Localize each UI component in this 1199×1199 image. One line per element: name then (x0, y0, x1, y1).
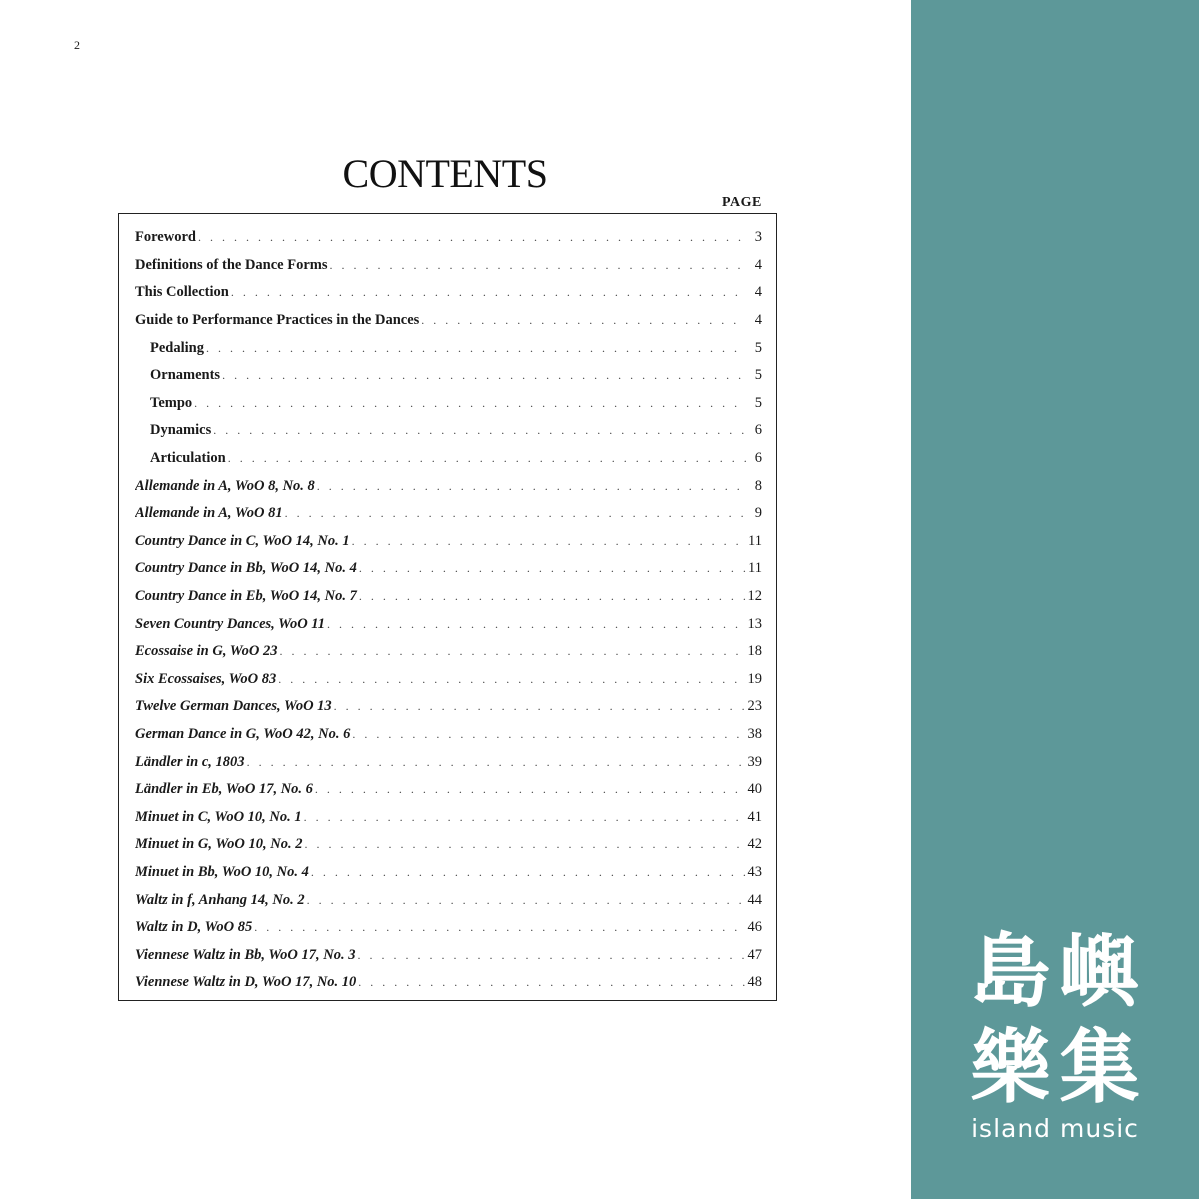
toc-entry-title: Definitions of the Dance Forms (135, 256, 328, 273)
toc-entry-page: 48 (747, 974, 762, 991)
toc-leader-dots (327, 617, 746, 632)
toc-entry-page: 3 (754, 229, 762, 246)
toc-entry (135, 224, 762, 252)
toc-entry (135, 941, 762, 969)
toc-leader-dots (330, 258, 746, 273)
toc-entry (135, 914, 762, 942)
toc-entry-title: Viennese Waltz in Bb, WoO 17, No. 3 (135, 946, 356, 963)
toc-entry-title: Tempo (150, 394, 193, 411)
toc-entry-title: Minuet in C, WoO 10, No. 1 (135, 808, 302, 825)
toc-entry-title: Country Dance in C, WoO 14, No. 1 (135, 532, 350, 549)
toc-entry-page: 19 (747, 670, 762, 687)
toc-leader-dots (278, 672, 745, 687)
toc-entry-title: Minuet in G, WoO 10, No. 2 (135, 836, 303, 853)
logo-char: 嶼 (1059, 925, 1140, 1018)
toc-leader-dots (358, 975, 745, 990)
toc-entry (135, 390, 762, 418)
toc-entry-title: Allemande in A, WoO 8, No. 8 (135, 477, 315, 494)
toc-entry-title: Ornaments (150, 367, 221, 384)
toc-entry-page: 5 (754, 367, 762, 384)
toc-leader-dots (358, 948, 746, 963)
toc-entry-page: 6 (754, 422, 762, 439)
toc-entry (135, 831, 762, 859)
toc-entry (135, 666, 762, 694)
logo-text: island music (971, 1114, 1139, 1143)
toc-entry-title: Ländler in Eb, WoO 17, No. 6 (135, 781, 313, 798)
toc-box (118, 213, 777, 1001)
toc-entry-page: 8 (754, 477, 762, 494)
toc-entry (135, 886, 762, 914)
toc-entry (135, 693, 762, 721)
toc-entry (135, 307, 762, 335)
toc-leader-dots (359, 561, 746, 576)
toc-entry-title: Country Dance in Eb, WoO 14, No. 7 (135, 588, 357, 605)
toc-entry-page: 4 (754, 256, 762, 273)
toc-entry-page: 47 (747, 946, 762, 963)
toc-entry (135, 362, 762, 390)
toc-leader-dots (198, 230, 746, 245)
toc-entry-title: Ecossaise in G, WoO 23 (135, 643, 278, 660)
toc-entry-page: 6 (754, 450, 762, 467)
toc-leader-dots (194, 396, 746, 411)
toc-entry-page: 13 (747, 615, 762, 632)
toc-entry-page: 40 (747, 781, 762, 798)
brand-logo (966, 925, 1144, 1143)
logo-char: 集 (1059, 1021, 1140, 1114)
toc-entry-title: Country Dance in Bb, WoO 14, No. 4 (135, 560, 357, 577)
toc-entry-page: 5 (754, 394, 762, 411)
toc-entry-title: Waltz in D, WoO 85 (135, 919, 253, 936)
toc-entry (135, 638, 762, 666)
toc-leader-dots (317, 479, 746, 494)
toc-entry (135, 803, 762, 831)
toc-leader-dots (279, 644, 745, 659)
logo-char: 樂 (970, 1021, 1051, 1114)
toc-entry (135, 417, 762, 445)
toc-entry (135, 721, 762, 749)
toc-entry (135, 528, 762, 556)
toc-leader-dots (352, 534, 746, 549)
toc-entry (135, 252, 762, 280)
page-number: 2 (74, 38, 80, 52)
toc-entry-page: 4 (754, 284, 762, 301)
toc-entry-title: German Dance in G, WoO 42, No. 6 (135, 725, 351, 742)
toc-entry-page: 11 (748, 560, 762, 577)
toc-entry-page: 4 (754, 312, 762, 329)
toc-entry-page: 5 (754, 339, 762, 356)
toc-entry-title: Foreword (135, 229, 196, 246)
toc-leader-dots (222, 368, 746, 383)
toc-entry (135, 610, 762, 638)
toc-entry (135, 445, 762, 473)
logo-char: 島 (970, 925, 1051, 1018)
toc-leader-dots (359, 589, 746, 604)
toc-leader-dots (247, 755, 746, 770)
toc-entry-page: 9 (754, 505, 762, 522)
toc-leader-dots (231, 285, 746, 300)
toc-entry (135, 748, 762, 776)
toc-entry-title: Ländler in c, 1803 (135, 753, 245, 770)
toc-entry (135, 969, 762, 997)
toc-leader-dots (304, 810, 746, 825)
toc-entry-title: Viennese Waltz in D, WoO 17, No. 10 (135, 974, 357, 991)
logo-characters (966, 925, 1144, 1114)
toc-list (135, 224, 762, 997)
toc-leader-dots (307, 893, 746, 908)
toc-entry (135, 555, 762, 583)
toc-leader-dots (304, 837, 745, 852)
toc-entry (135, 859, 762, 887)
toc-leader-dots (352, 727, 745, 742)
toc-entry-page: 11 (748, 532, 762, 549)
toc-entry (135, 776, 762, 804)
toc-entry-title: Seven Country Dances, WoO 11 (135, 615, 325, 632)
page-column-header: PAGE (722, 195, 762, 210)
toc-entry-page: 23 (747, 698, 762, 715)
toc-entry-title: Allemande in A, WoO 81 (135, 505, 283, 522)
toc-entry-title: Guide to Performance Practices in the Dances (135, 312, 420, 329)
toc-leader-dots (421, 313, 746, 328)
toc-entry-page: 38 (747, 725, 762, 742)
toc-entry-page: 41 (747, 808, 762, 825)
toc-entry-page: 18 (747, 643, 762, 660)
toc-entry (135, 500, 762, 528)
toc-entry-title: Waltz in f, Anhang 14, No. 2 (135, 891, 305, 908)
toc-entry (135, 279, 762, 307)
toc-leader-dots (254, 920, 745, 935)
toc-entry-page: 44 (747, 891, 762, 908)
toc-entry-title: Minuet in Bb, WoO 10, No. 4 (135, 863, 309, 880)
toc-entry-title: Twelve German Dances, WoO 13 (135, 698, 332, 715)
toc-entry-page: 39 (747, 753, 762, 770)
toc-leader-dots (311, 865, 746, 880)
toc-entry-page: 43 (747, 863, 762, 880)
toc-entry-page: 42 (747, 836, 762, 853)
toc-entry-page: 12 (747, 588, 762, 605)
toc-leader-dots (228, 451, 746, 466)
toc-leader-dots (213, 423, 746, 438)
toc-entry-title: Pedaling (150, 339, 204, 356)
toc-leader-dots (285, 506, 746, 521)
toc-entry-title: Dynamics (150, 422, 212, 439)
toc-leader-dots (206, 341, 746, 356)
toc-leader-dots (334, 699, 746, 714)
toc-entry-title: Articulation (150, 450, 226, 467)
page-title: CONTENTS (342, 151, 548, 196)
toc-entry-title: This Collection (135, 284, 229, 301)
toc-entry (135, 472, 762, 500)
toc-entry (135, 334, 762, 362)
toc-entry (135, 583, 762, 611)
toc-leader-dots (315, 782, 746, 797)
toc-entry-page: 46 (747, 919, 762, 936)
toc-entry-title: Six Ecossaises, WoO 83 (135, 670, 277, 687)
